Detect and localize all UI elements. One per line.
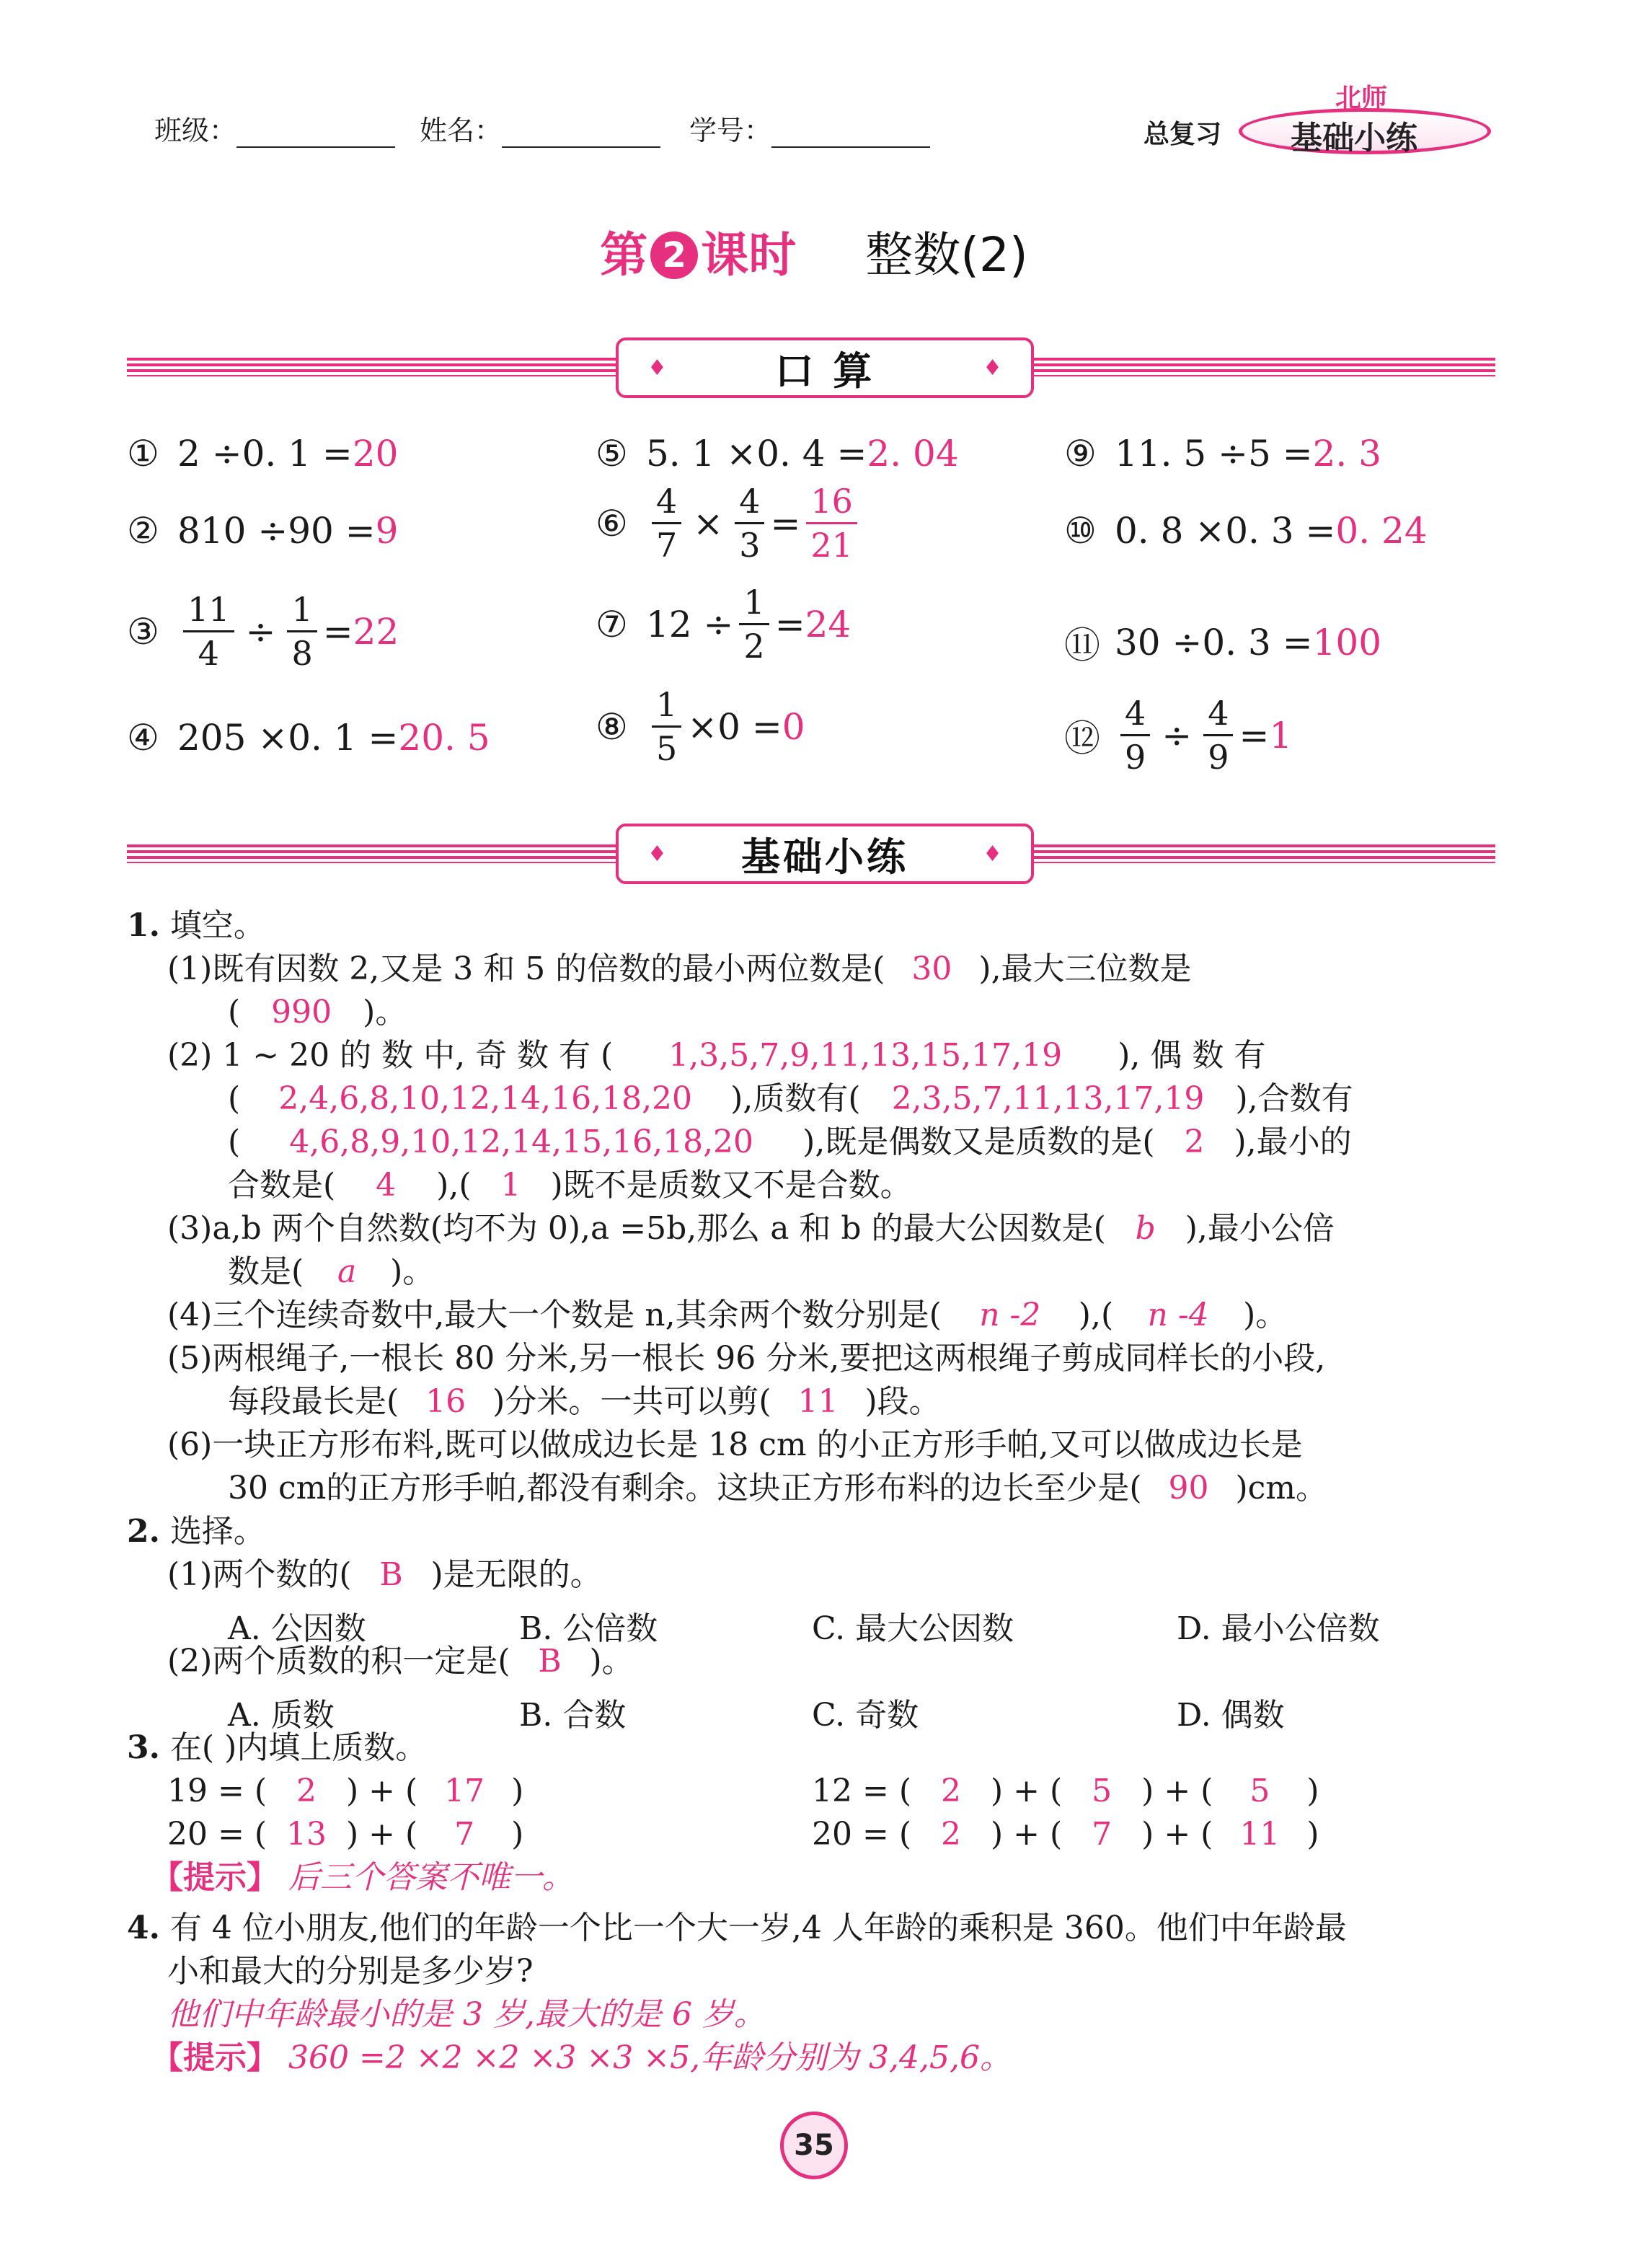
p3-eq4: 20 = ( 2 ) + ( 7 ) + ( 11 ) <box>812 1816 1319 1853</box>
expression: 5. 1 ×0. 4 = <box>646 433 867 475</box>
fraction <box>1120 694 1150 777</box>
problem-3-heading: 3. 在( )内填上质数。 <box>127 1729 428 1766</box>
expression: 0. 8 ×0. 3 = <box>1115 510 1336 552</box>
answer: 22 <box>353 610 399 653</box>
problem-4-answer: 他们中年龄最小的是 3 岁,最大的是 6 岁。 <box>167 1996 766 2033</box>
answer-fraction <box>806 482 857 565</box>
answer: B <box>379 1556 403 1593</box>
expression: 30 ÷0. 3 = <box>1115 622 1313 663</box>
problem-3-title: 在( )内填上质数。 <box>169 1729 428 1766</box>
p1-s4: (4)三个连续奇数中,最大一个数是 n,其余两个数分别是( n -2 ),( n -4 )。 <box>167 1297 1288 1333</box>
option-b[interactable]: B. 合数 <box>519 1697 627 1734</box>
oral-section-header <box>616 337 1034 398</box>
denominator: 9 <box>1208 738 1229 777</box>
p3-hint <box>151 1859 574 1896</box>
denominator: 9 <box>1125 738 1146 777</box>
expression: 205 ×0. 1 = <box>177 717 399 759</box>
problem-4-text: 有 4 位小朋友,他们的年龄一个比一个大一岁,4 人年龄的乘积是 360。他们中年龄最 <box>169 1910 1347 1946</box>
answer: 2,3,5,7,11,13,17,19 <box>891 1080 1205 1117</box>
problem-2-title: 选择。 <box>169 1513 265 1550</box>
name-blank[interactable] <box>502 118 660 148</box>
hint-label: 【提示】 <box>151 2039 278 2076</box>
problem-1-title: 填空。 <box>169 907 265 944</box>
p1-s2-line2: ( 2,4,6,8,10,12,14,16,18,20 ),质数有( 2,3,5,7,11,13,17,19 ),合数有 <box>228 1080 1353 1117</box>
name-field <box>420 108 660 148</box>
q-number: ⑤ <box>596 433 628 475</box>
answer: 1 <box>500 1167 521 1204</box>
answer: 1,3,5,7,9,11,13,15,17,19 <box>668 1037 1063 1074</box>
denominator: 2 <box>743 627 765 666</box>
answer: 5 <box>1092 1773 1112 1809</box>
student-id-field <box>689 108 930 148</box>
p1-s1-line1: (1)既有因数 2,又是 3 和 5 的倍数的最小两位数是( 30 ),最大三位数是 <box>167 950 1192 987</box>
oral-q6 <box>596 482 863 565</box>
answer: 20. 5 <box>398 717 490 759</box>
answer: 2. 04 <box>867 433 959 475</box>
option-a[interactable]: A. 质数 <box>228 1697 335 1734</box>
diamond-icon: ♦ <box>983 355 1002 381</box>
numerator: 4 <box>652 485 681 524</box>
q-number: ⑦ <box>596 603 628 645</box>
oral-q8 <box>596 685 805 768</box>
p1-s6-line1: (6)一块正方形布料,既可以做成边长是 18 cm 的小正方形手帕,又可以做成边长是 <box>167 1426 1303 1463</box>
answer: 11 <box>1239 1816 1280 1853</box>
oral-q10 <box>1064 510 1428 552</box>
lesson-number-badge: 2 <box>650 231 698 279</box>
answer: 90 <box>1168 1470 1209 1506</box>
p1-s5-line2: 每段最长是( 16 )分米。一共可以剪( 11 )段。 <box>228 1383 941 1420</box>
denominator: 21 <box>810 526 853 565</box>
fraction <box>652 685 681 768</box>
denominator: 4 <box>198 634 219 673</box>
p1-s6-line2: 30 cm的正方形手帕,都没有剩余。这块正方形布料的边长至少是( 90 )cm。 <box>228 1470 1328 1506</box>
answer: 20 <box>352 433 399 475</box>
class-blank[interactable] <box>236 118 395 148</box>
p1-s3-line1: (3)a,b 两个自然数(均不为 0),a =5b,那么 a 和 b 的最大公因数是( b ),最小公倍 <box>167 1210 1335 1247</box>
q-number: ② <box>127 510 159 552</box>
problem-4-line1: 4. 有 4 位小朋友,他们的年龄一个比一个大一岁,4 人年龄的乘积是 360。他们中年龄最 <box>127 1910 1347 1946</box>
page-number: 35 <box>780 2112 848 2179</box>
p1-s1-line2: ( 990 )。 <box>228 994 407 1031</box>
answer: 2 <box>296 1773 317 1809</box>
answer: B <box>538 1643 562 1680</box>
fraction <box>1203 694 1233 777</box>
answer: 2 <box>941 1773 961 1809</box>
diamond-icon: ♦ <box>983 841 1002 867</box>
answer: a <box>337 1253 357 1290</box>
answer: n -4 <box>1147 1297 1209 1333</box>
problem-1-heading: 1. 填空。 <box>127 907 265 944</box>
expression: 12 ÷ <box>646 603 734 645</box>
p3-eq1: 19 = ( 2 ) + ( 17 ) <box>167 1773 524 1809</box>
diamond-icon: ♦ <box>647 355 667 381</box>
q-number: ③ <box>127 610 159 653</box>
answer: 7 <box>1092 1816 1112 1853</box>
p1-s3-line2: 数是( a )。 <box>228 1253 435 1290</box>
hint-text: 360 =2 ×2 ×2 ×3 ×3 ×5,年龄分别为 3,4,5,6。 <box>288 2039 1012 2076</box>
numerator: 4 <box>1120 697 1150 736</box>
p3-eq2: 20 = ( 13 ) + ( 7 ) <box>167 1816 524 1853</box>
lesson-suffix: 课时 <box>701 227 797 283</box>
class-label: 班级： <box>154 115 237 146</box>
p2-q1: (1)两个数的( B )是无限的。 <box>167 1556 602 1593</box>
numerator: 4 <box>735 485 764 524</box>
option-b[interactable]: B. 公倍数 <box>519 1610 658 1647</box>
practice-section-title: 基础小练 <box>741 834 908 880</box>
denominator: 8 <box>291 634 313 673</box>
q-number: ⑩ <box>1064 510 1097 552</box>
denominator: 5 <box>656 729 678 768</box>
option-a[interactable]: A. 公因数 <box>228 1610 366 1647</box>
lesson-topic: 整数(2) <box>865 227 1028 283</box>
answer: 4 <box>376 1167 397 1204</box>
numerator: 1 <box>652 688 681 728</box>
answer: n -2 <box>979 1297 1041 1333</box>
brand-main-text: 基础小练 <box>1291 120 1417 156</box>
problem-4-line2: 小和最大的分别是多少岁? <box>167 1953 534 1990</box>
q-number: ⑧ <box>596 705 628 748</box>
oral-q9 <box>1064 433 1381 475</box>
class-field <box>154 108 395 148</box>
numerator: 1 <box>739 586 769 625</box>
student-id-blank[interactable] <box>771 118 930 148</box>
expression: ×0 = <box>687 705 782 748</box>
operator: ÷ <box>1162 714 1193 756</box>
answer: 2 <box>941 1816 961 1853</box>
name-label: 姓名： <box>420 115 503 146</box>
answer: 2,4,6,8,10,12,14,16,18,20 <box>278 1080 693 1117</box>
option-c[interactable]: C. 最大公因数 <box>812 1610 1014 1647</box>
q-number: ④ <box>127 717 159 759</box>
expression: 810 ÷90 = <box>177 510 376 552</box>
fraction <box>652 482 681 565</box>
answer: 30 <box>911 950 952 987</box>
p1-s2-line4: 合数是( 4 ),( 1 )既不是质数又不是合数。 <box>228 1167 912 1204</box>
answer: 5 <box>1249 1773 1270 1809</box>
practice-section-header <box>616 824 1034 884</box>
answer: b <box>1135 1210 1156 1247</box>
option-d[interactable]: D. 偶数 <box>1177 1697 1285 1734</box>
q-number: ⑥ <box>596 502 628 544</box>
fraction <box>739 583 769 666</box>
fraction <box>183 590 234 673</box>
answer: 100 <box>1312 622 1382 663</box>
denominator: 7 <box>656 526 678 565</box>
denominator: 3 <box>739 526 761 565</box>
oral-q7 <box>596 583 851 666</box>
equals: = <box>774 603 805 645</box>
student-id-label: 学号： <box>689 115 772 146</box>
operator: × <box>693 502 724 544</box>
answer: 13 <box>286 1816 327 1853</box>
numerator: 4 <box>1203 697 1233 736</box>
answer: 990 <box>271 994 332 1031</box>
q-number: ⑫ <box>1064 717 1100 759</box>
p4-hint <box>151 2039 1012 2076</box>
lesson-prefix: 第 <box>600 227 648 283</box>
oral-q3 <box>127 590 399 673</box>
oral-q12 <box>1064 694 1293 777</box>
answer: 1 <box>1269 714 1293 756</box>
numerator: 1 <box>287 593 317 632</box>
expression: 11. 5 ÷5 = <box>1115 433 1313 475</box>
oral-q4 <box>127 717 490 759</box>
lesson-title <box>0 216 1628 285</box>
oral-q5 <box>596 433 959 475</box>
q-number: ① <box>127 433 159 475</box>
answer: 2 <box>1184 1124 1205 1160</box>
answer: 0. 24 <box>1335 510 1428 552</box>
answer: 24 <box>805 603 851 645</box>
expression: 2 ÷0. 1 = <box>177 433 353 475</box>
equals: = <box>770 502 801 544</box>
answer: 0 <box>782 705 805 748</box>
oral-q2 <box>127 510 398 552</box>
answer: 17 <box>444 1773 485 1809</box>
problem-2-heading: 2. 选择。 <box>127 1513 265 1550</box>
option-c[interactable]: C. 奇数 <box>812 1697 919 1734</box>
oral-section-title: 口 算 <box>774 348 875 394</box>
numerator: 16 <box>806 485 857 524</box>
fraction <box>735 482 764 565</box>
p2-q2: (2)两个质数的积一定是( B )。 <box>167 1643 634 1680</box>
hint-text: 后三个答案不唯一。 <box>288 1859 574 1896</box>
fraction <box>287 590 317 673</box>
operator: ÷ <box>245 610 276 653</box>
numerator: 11 <box>183 593 234 632</box>
diamond-icon: ♦ <box>647 841 667 867</box>
oral-q1 <box>127 433 398 475</box>
review-label: 总复习 <box>1143 120 1222 149</box>
p1-s2-line1: (2) 1 ~ 20 的 数 中, 奇 数 有 ( 1,3,5,7,9,11,13,15,17,19 ), 偶 数 有 <box>167 1037 1266 1074</box>
brand-top-text: 北师 <box>1335 84 1388 113</box>
p1-s2-line3: ( 4,6,8,9,10,12,14,15,16,18,20 ),既是偶数又是质数的是( 2 ),最小的 <box>228 1124 1352 1160</box>
equals: = <box>1239 714 1270 756</box>
q-number: ⑨ <box>1064 433 1097 475</box>
answer: 16 <box>425 1383 466 1420</box>
p3-eq3: 12 = ( 2 ) + ( 5 ) + ( 5 ) <box>812 1773 1319 1809</box>
hint-label: 【提示】 <box>151 1859 278 1896</box>
answer: 7 <box>454 1816 475 1853</box>
option-d[interactable]: D. 最小公倍数 <box>1177 1610 1380 1647</box>
equals: = <box>322 610 353 653</box>
oral-q11 <box>1064 617 1381 669</box>
answer: 9 <box>375 510 399 552</box>
answer: 2. 3 <box>1312 433 1382 475</box>
p1-s5-line1: (5)两根绳子,一根长 80 分米,另一根长 96 分米,要把这两根绳子剪成同样长的小段, <box>167 1340 1326 1377</box>
answer: 4,6,8,9,10,12,14,15,16,18,20 <box>289 1124 754 1160</box>
q-number: ⑪ <box>1064 625 1100 666</box>
answer: 11 <box>797 1383 839 1420</box>
